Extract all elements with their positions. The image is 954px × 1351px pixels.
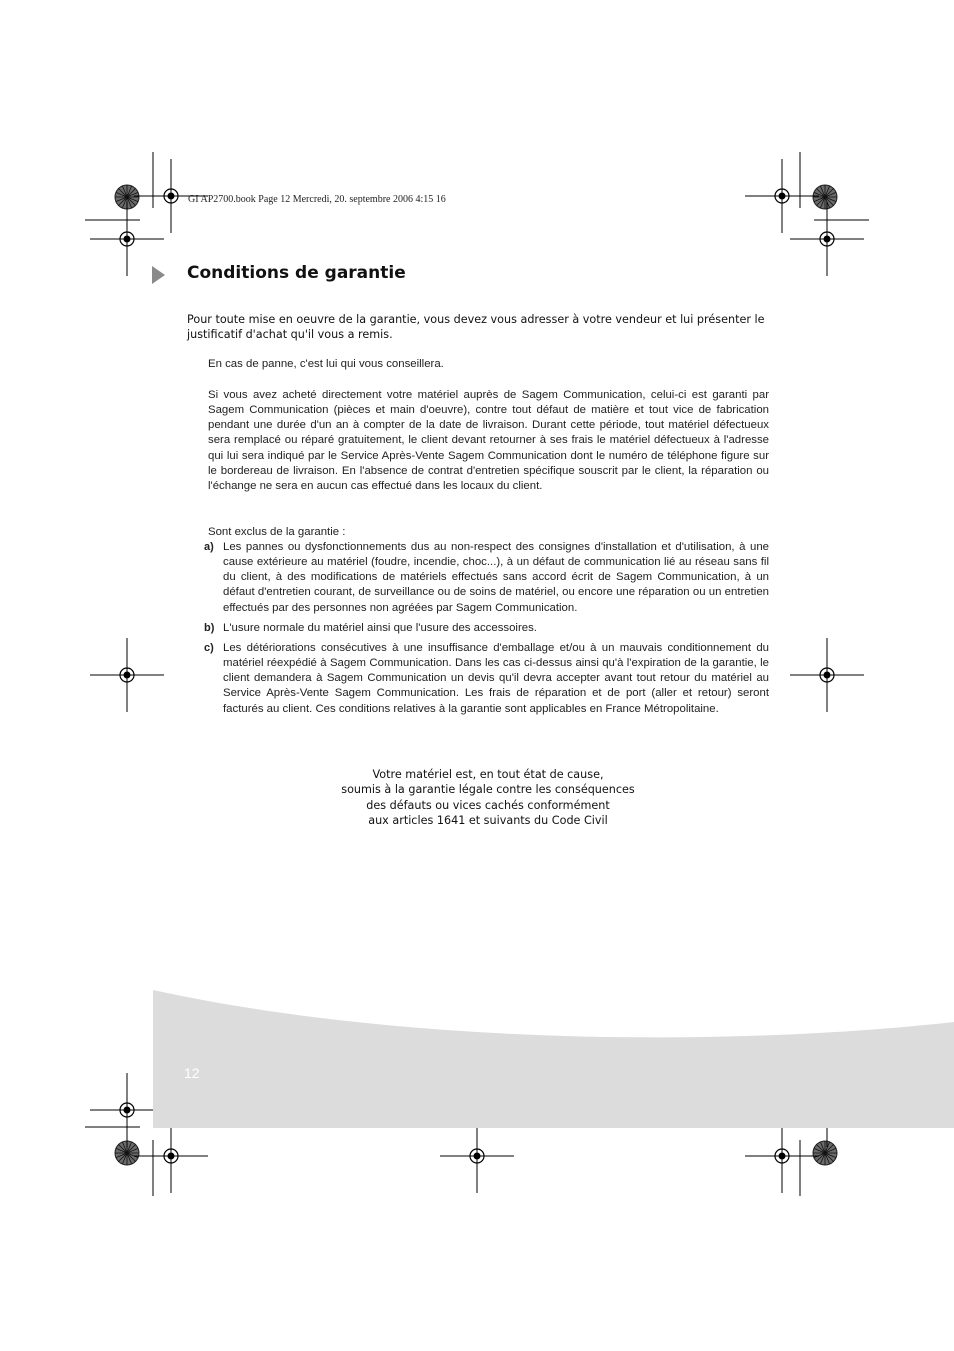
paragraph-exclusions-heading: Sont exclus de la garantie : [208,526,346,538]
page-number: 12 [184,1065,200,1081]
list-item [204,621,769,636]
page-title: Conditions de garantie [187,263,406,283]
list-marker: a) [204,541,214,553]
list-item [204,641,769,717]
list-item-text: Les détériorations consécutives à une insuffisance d'emballage et/ou à un mauvais conditionnement du matériel réexpédié à Sagem Communication. Dans les cas ci-dessus ainsi qu'à l'expiration de la garantie, le client demandera à Sagem Communication un devis qu'il devra accepter avant tout retour du matériel au Service Après-Vente Sagem Communication. Les frais de réparation et de port (aller et retour) seront facturés au client. Ces conditions relatives à la garantie sont applicables en France Métropolitaine. [223,642,769,715]
closing-line: aux articles 1641 et suivants du Code Civil [368,814,608,828]
intro-paragraph: Pour toute mise en oeuvre de la garantie, vous devez vous adresser à votre vendeur et lui présenter le justificatif d'achat qu'il vous a remis. [187,313,765,342]
list-item-text: Les pannes ou dysfonctionnements dus au non-respect des consignes d'installation et d'utilisation, à une cause extérieure au matériel (foudre, incendie, choc...), à un défaut de communication lié au réseau sans fil du client, à des modifications de matériels effectués sans accord écrit de Sagem Communication, à un défaut d'entretien courant, de surveillance ou de soins de matériel, ou encore une réparation ou un entretien effectués par des personnes non agréées par Sagem Communication. [223,541,769,614]
closing-line: Votre matériel est, en tout état de cause, [372,768,604,781]
list-item-text: L'usure normale du matériel ainsi que l'usure des accessoires. [223,622,537,634]
book-slug: GI AP2700.book Page 12 Mercredi, 20. septembre 2006 4:15 16 [188,194,446,205]
list-marker: b) [204,622,215,634]
closing-line: des défauts ou vices cachés conformément [366,798,610,812]
paragraph-panne: En cas de panne, c'est lui qui vous conseillera. [208,358,444,370]
section-arrow-icon [152,266,165,284]
footer-band [0,980,954,1140]
legal-guarantee-notice [300,767,676,829]
list-item [204,540,769,616]
closing-line: soumis à la garantie légale contre les conséquences [341,783,635,797]
paragraph-garantie: Si vous avez acheté directement votre matériel auprès de Sagem Communication, celui-ci est garanti par Sagem Communication (pièces et main d'oeuvre), contre tout défaut de matière et tout vice de fabrication pendant une durée d'un an à compter de la date de livraison. Durant cette période, tout matériel défectueux sera remplacé ou réparé gratuitement, le client devant retourner à ses frais le matériel défectueux à l'adresse qui lui sera indiqué par le Service Après-Vente Sagem Communication dont le numéro de téléphone figure sur le bordereau de livraison. En l'absence de contrat d'entretien spécifique souscrit par le client, la réparation ou l'échange ne sera en aucun cas effectué dans les locaux du client. [208,389,769,492]
list-marker: c) [204,642,214,654]
